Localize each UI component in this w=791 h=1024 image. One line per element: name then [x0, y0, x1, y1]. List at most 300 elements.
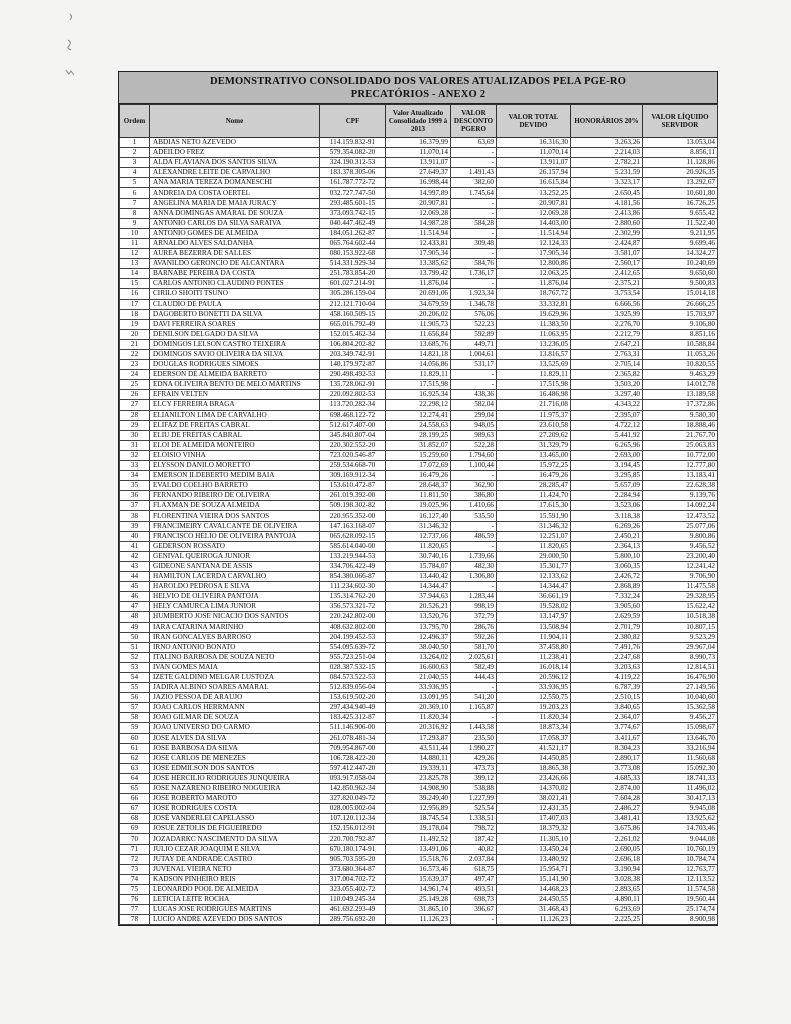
cell-valor-atualizado: 11.126,23 [386, 915, 451, 925]
cell-valor-atualizado: 20.907,81 [386, 198, 451, 208]
cell-valor-total: 17.905,34 [497, 249, 571, 259]
cell-valor-desconto: 1.745,64 [451, 188, 497, 198]
cell-valor-liquido: 13.183,41 [643, 471, 718, 481]
cell-nome: CIRILO SHOITI TSUNO [150, 289, 320, 299]
table-row [120, 652, 718, 662]
cell-nome: IZETE GALDINO MELGAR LUSTOZA [150, 672, 320, 682]
cell-valor-atualizado: 14.344,47 [386, 582, 451, 592]
cell-valor-total: 18.379,32 [497, 824, 571, 834]
cell-ordem: 10 [120, 228, 150, 238]
cell-valor-desconto: - [451, 380, 497, 390]
cell-valor-total: 38.021,41 [497, 794, 571, 804]
cell-valor-liquido: 25.077,06 [643, 521, 718, 531]
cell-valor-total: 31.468,43 [497, 905, 571, 915]
cell-honorarios: 2.763,31 [571, 349, 643, 359]
cell-valor-liquido: 11.522,40 [643, 218, 718, 228]
cell-valor-desconto: 372,79 [451, 612, 497, 622]
cell-valor-atualizado: 38.040,50 [386, 642, 451, 652]
cell-valor-total: 12.063,25 [497, 269, 571, 279]
cell-ordem: 8 [120, 208, 150, 218]
cell-valor-liquido: 9.523,29 [643, 632, 718, 642]
cell-cpf: 290.498.492-53 [320, 370, 386, 380]
table-row [120, 763, 718, 773]
table-row [120, 602, 718, 612]
cell-valor-liquido: 18.741,33 [643, 773, 718, 783]
cell-cpf: 040.447.462-49 [320, 218, 386, 228]
cell-honorarios: 2.880,60 [571, 218, 643, 228]
cell-valor-atualizado: 31.346,32 [386, 521, 451, 531]
cell-valor-liquido: 20.926,35 [643, 168, 718, 178]
table-row [120, 269, 718, 279]
cell-ordem: 73 [120, 864, 150, 874]
cell-valor-liquido: 30.417,13 [643, 794, 718, 804]
cell-valor-desconto: 1.283,44 [451, 592, 497, 602]
cell-valor-total: 12.431,35 [497, 804, 571, 814]
cell-valor-atualizado: 13.440,42 [386, 572, 451, 582]
cell-ordem: 60 [120, 733, 150, 743]
table-row [120, 430, 718, 440]
cell-nome: LUCAS JOSE RODRIGUES MARTINS [150, 905, 320, 915]
cell-valor-total: 16.486,98 [497, 390, 571, 400]
cell-nome: JOSE ROBERTO MAROTO [150, 794, 320, 804]
table-row [120, 410, 718, 420]
cell-honorarios: 2.868,89 [571, 582, 643, 592]
table-row [120, 481, 718, 491]
cell-valor-desconto: 382,60 [451, 178, 497, 188]
cell-valor-liquido: 9.211,95 [643, 228, 718, 238]
table-row [120, 794, 718, 804]
cell-valor-liquido: 10.760,19 [643, 844, 718, 854]
cell-honorarios: 2.247,68 [571, 652, 643, 662]
table-row [120, 632, 718, 642]
table-row [120, 733, 718, 743]
cell-valor-liquido: 10.601,80 [643, 188, 718, 198]
cell-valor-atualizado: 33.936,95 [386, 683, 451, 693]
cell-honorarios: 2.890,17 [571, 753, 643, 763]
header-ordem: Ordem [120, 105, 150, 138]
cell-valor-liquido: 9.106,80 [643, 319, 718, 329]
cell-ordem: 14 [120, 269, 150, 279]
cell-valor-atualizado: 16.600,63 [386, 662, 451, 672]
cell-valor-desconto: 235,50 [451, 733, 497, 743]
cell-cpf: 327.820.049-72 [320, 794, 386, 804]
cell-valor-total: 41.521,17 [497, 743, 571, 753]
cell-valor-total: 11.820,65 [497, 541, 571, 551]
cell-valor-atualizado: 16.127,40 [386, 511, 451, 521]
cell-honorarios: 4.722,12 [571, 420, 643, 430]
cell-cpf: 110.049.245-34 [320, 895, 386, 905]
cell-ordem: 17 [120, 299, 150, 309]
cell-valor-total: 11.424,70 [497, 491, 571, 501]
cell-valor-total: 29.000,50 [497, 551, 571, 561]
table-row [120, 592, 718, 602]
cell-honorarios: 5.231,59 [571, 168, 643, 178]
table-row [120, 743, 718, 753]
cell-nome: HELY CAMURCA LIMA JUNIOR [150, 602, 320, 612]
cell-nome: FLAXMAN DE SOUZA ALMEIDA [150, 501, 320, 511]
cell-nome: ANA MARIA TEREZA DOMANESCHI [150, 178, 320, 188]
cell-valor-liquido: 9.463,29 [643, 370, 718, 380]
cell-cpf: 142.850.962-34 [320, 784, 386, 794]
cell-honorarios: 2.426,72 [571, 572, 643, 582]
cell-valor-atualizado: 31.852,07 [386, 440, 451, 450]
cell-ordem: 55 [120, 683, 150, 693]
cell-valor-liquido: 13.925,62 [643, 814, 718, 824]
cell-nome: HUMBERTO JOSE NICACIO DOS SANTOS [150, 612, 320, 622]
cell-cpf: 204.199.452-53 [320, 632, 386, 642]
cell-nome: JAZIO PESSOA DE ARAUJO [150, 693, 320, 703]
cell-honorarios: 2.705,14 [571, 360, 643, 370]
cell-ordem: 21 [120, 339, 150, 349]
cell-ordem: 63 [120, 763, 150, 773]
cell-cpf: 597.412.447-20 [320, 763, 386, 773]
cell-valor-total: 14.403,00 [497, 218, 571, 228]
cell-cpf: 514.331.929-34 [320, 259, 386, 269]
cell-valor-total: 37.458,80 [497, 642, 571, 652]
cell-cpf: 065.628.092-15 [320, 531, 386, 541]
cell-honorarios: 2.276,70 [571, 319, 643, 329]
cell-cpf: 509.198.302-82 [320, 501, 386, 511]
cell-nome: DOMINGOS LELSON CASTRO TEIXEIRA [150, 339, 320, 349]
table-row [120, 551, 718, 561]
cell-valor-atualizado: 14.908,90 [386, 784, 451, 794]
cell-valor-liquido: 11.475,58 [643, 582, 718, 592]
table-row [120, 390, 718, 400]
cell-honorarios: 2.486,27 [571, 804, 643, 814]
header-valor-atualizado: Valor Atualizado Consolidado 1999 à 2013 [386, 105, 451, 138]
cell-valor-desconto: 1.306,80 [451, 572, 497, 582]
cell-valor-total: 18.873,34 [497, 723, 571, 733]
table-row [120, 874, 718, 884]
cell-valor-desconto: 1.736,17 [451, 269, 497, 279]
cell-nome: EDERSON DE ALMEIDA BARRETO [150, 370, 320, 380]
cell-valor-atualizado: 13.264,02 [386, 652, 451, 662]
table-row [120, 168, 718, 178]
cell-cpf: 220.092.802-53 [320, 390, 386, 400]
table-row [120, 834, 718, 844]
cell-valor-liquido: 14.324,27 [643, 249, 718, 259]
table-row [120, 309, 718, 319]
cell-honorarios: 4.181,56 [571, 198, 643, 208]
cell-ordem: 20 [120, 329, 150, 339]
cell-cpf: 512.617.407-00 [320, 420, 386, 430]
cell-nome: ABDIAS NETO AZEVEDO [150, 138, 320, 148]
cell-valor-total: 17.058,37 [497, 733, 571, 743]
table-row [120, 228, 718, 238]
cell-nome: DOMINGOS SAVIO OLIVEIRA DA SILVA [150, 349, 320, 359]
cell-valor-liquido: 11.560,68 [643, 753, 718, 763]
table-row [120, 279, 718, 289]
cell-ordem: 46 [120, 592, 150, 602]
cell-honorarios: 2.365,82 [571, 370, 643, 380]
cell-valor-desconto: 486,59 [451, 531, 497, 541]
cell-valor-liquido: 10.588,84 [643, 339, 718, 349]
cell-valor-liquido: 15.098,67 [643, 723, 718, 733]
cell-cpf: 345.840.807-04 [320, 430, 386, 440]
cell-honorarios: 3.925,99 [571, 309, 643, 319]
cell-valor-atualizado: 12.274,41 [386, 410, 451, 420]
cell-cpf: 114.159.832-91 [320, 138, 386, 148]
cell-cpf: 461.692.293-49 [320, 905, 386, 915]
cell-cpf: 601.027.214-91 [320, 279, 386, 289]
cell-cpf: 511.146.906-00 [320, 723, 386, 733]
table-row [120, 784, 718, 794]
cell-valor-atualizado: 11.820,34 [386, 713, 451, 723]
cell-valor-total: 15.141,90 [497, 874, 571, 884]
cell-valor-total: 13.450,24 [497, 844, 571, 854]
cell-valor-total: 18.767,72 [497, 289, 571, 299]
cell-valor-liquido: 16.726,25 [643, 198, 718, 208]
cell-valor-liquido: 9.650,60 [643, 269, 718, 279]
cell-valor-total: 11.383,50 [497, 319, 571, 329]
cell-valor-atualizado: 17.072,69 [386, 461, 451, 471]
cell-valor-atualizado: 15.784,07 [386, 561, 451, 571]
cell-valor-total: 11.975,37 [497, 410, 571, 420]
cell-valor-liquido: 9.456,52 [643, 541, 718, 551]
cell-valor-total: 19.629,96 [497, 309, 571, 319]
cell-nome: ELOI DE ALMEIDA MONTEIRO [150, 440, 320, 450]
cell-nome: EDNA OLIVEIRA BENTO DE MELO MARTINS [150, 380, 320, 390]
cell-valor-total: 17.615,30 [497, 501, 571, 511]
cell-cpf: 152.015.462-34 [320, 329, 386, 339]
table-row [120, 814, 718, 824]
header-nome: Nome [150, 105, 320, 138]
cell-valor-total: 17.515,98 [497, 380, 571, 390]
cell-honorarios: 3.523,06 [571, 501, 643, 511]
cell-valor-atualizado: 18.745,54 [386, 814, 451, 824]
cell-ordem: 49 [120, 622, 150, 632]
cell-valor-atualizado: 14.961,74 [386, 884, 451, 894]
cell-ordem: 72 [120, 854, 150, 864]
cell-valor-liquido: 10.772,00 [643, 450, 718, 460]
cell-cpf: 373.093.742-15 [320, 208, 386, 218]
cell-valor-liquido: 16.476,90 [643, 672, 718, 682]
cell-honorarios: 4.119,22 [571, 672, 643, 682]
cell-cpf: 107.120.112-34 [320, 814, 386, 824]
cell-valor-liquido: 12.814,51 [643, 662, 718, 672]
cell-honorarios: 3.905,60 [571, 602, 643, 612]
cell-honorarios: 7.604,28 [571, 794, 643, 804]
cell-nome: FERNANDO RIBEIRO DE OLIVEIRA [150, 491, 320, 501]
cell-nome: BARNABE PEREIRA DA COSTA [150, 269, 320, 279]
cell-nome: LUCIO ANDRE AZEVEDO DOS SANTOS [150, 915, 320, 925]
cell-cpf: 203.349.742-91 [320, 349, 386, 359]
cell-valor-total: 16.018,14 [497, 662, 571, 672]
cell-nome: GIDEONE SANTANA DE ASSIS [150, 561, 320, 571]
cell-honorarios: 5.800,10 [571, 551, 643, 561]
cell-valor-total: 28.285,47 [497, 481, 571, 491]
table-row [120, 622, 718, 632]
cell-valor-total: 11.820,34 [497, 713, 571, 723]
cell-valor-liquido: 14.012,78 [643, 380, 718, 390]
cell-honorarios: 2.696,18 [571, 854, 643, 864]
cell-nome: ELIU DE FREITAS CABRAL [150, 430, 320, 440]
table-row [120, 178, 718, 188]
cell-valor-total: 11.070,14 [497, 148, 571, 158]
cell-valor-atualizado: 13.491,06 [386, 844, 451, 854]
table-row [120, 138, 718, 148]
cell-valor-desconto: 396,67 [451, 905, 497, 915]
cell-nome: EMERSON ILDEBERTO MEDIM BAIA [150, 471, 320, 481]
cell-valor-desconto: 1.100,44 [451, 461, 497, 471]
table-row [120, 561, 718, 571]
cell-valor-total: 15.591,90 [497, 511, 571, 521]
table-row [120, 521, 718, 531]
cell-valor-total: 19.528,02 [497, 602, 571, 612]
table-body [120, 138, 718, 925]
cell-valor-atualizado: 11.905,73 [386, 319, 451, 329]
cell-cpf: 220.242.802-00 [320, 612, 386, 622]
cell-nome: EFRAIN VELTEN [150, 390, 320, 400]
table-row [120, 723, 718, 733]
cell-honorarios: 2.375,21 [571, 279, 643, 289]
table-row [120, 541, 718, 551]
cell-nome: IVAN GOMES MAIA [150, 662, 320, 672]
cell-honorarios: 2.261,02 [571, 834, 643, 844]
cell-nome: ALEXANDRE LEITE DE CARVALHO [150, 168, 320, 178]
cell-nome: HAMILTON LACERDA CARVALHO [150, 572, 320, 582]
cell-valor-total: 14.450,85 [497, 753, 571, 763]
cell-valor-desconto: - [451, 521, 497, 531]
cell-valor-desconto: 584,76 [451, 259, 497, 269]
cell-honorarios: 7.491,76 [571, 642, 643, 652]
cell-valor-liquido: 8.990,73 [643, 652, 718, 662]
cell-ordem: 11 [120, 238, 150, 248]
cell-valor-atualizado: 20.369,10 [386, 703, 451, 713]
cell-valor-liquido: 12.113,52 [643, 874, 718, 884]
cell-valor-atualizado: 14.056,86 [386, 360, 451, 370]
cell-honorarios: 4.343,22 [571, 400, 643, 410]
cell-honorarios: 2.284,94 [571, 491, 643, 501]
cell-valor-liquido: 13.053,04 [643, 138, 718, 148]
cell-ordem: 64 [120, 773, 150, 783]
precatorios-table [119, 104, 718, 925]
cell-ordem: 23 [120, 360, 150, 370]
cell-cpf: 183.425.312-87 [320, 713, 386, 723]
cell-valor-desconto: - [451, 370, 497, 380]
cell-valor-desconto: 582,49 [451, 662, 497, 672]
cell-ordem: 44 [120, 572, 150, 582]
cell-valor-total: 11.063,95 [497, 329, 571, 339]
cell-cpf: 323.055.402-72 [320, 884, 386, 894]
cell-valor-liquido: 9.500,83 [643, 279, 718, 289]
cell-nome: ELYSSON DANILO MORETTO [150, 461, 320, 471]
cell-cpf: 251.783.854-20 [320, 269, 386, 279]
cell-nome: ELIFAZ DE FREITAS CABRAL [150, 420, 320, 430]
cell-valor-total: 11.904,11 [497, 632, 571, 642]
cell-valor-desconto: - [451, 158, 497, 168]
cell-valor-liquido: 9.139,76 [643, 491, 718, 501]
cell-nome: JOAO GILMAR DE SOUZA [150, 713, 320, 723]
cell-honorarios: 3.675,86 [571, 824, 643, 834]
cell-valor-desconto: 362,90 [451, 481, 497, 491]
cell-cpf: 032.727.747-50 [320, 188, 386, 198]
cell-ordem: 18 [120, 309, 150, 319]
cell-honorarios: 2.302,99 [571, 228, 643, 238]
cell-valor-total: 11.829,11 [497, 370, 571, 380]
cell-ordem: 9 [120, 218, 150, 228]
table-row [120, 693, 718, 703]
cell-valor-liquido: 11.053,26 [643, 349, 718, 359]
cell-nome: FRANCISCO HELIO DE OLIVEIRA PANTOJA [150, 531, 320, 541]
cell-valor-desconto: 998,19 [451, 602, 497, 612]
cell-valor-atualizado: 28.648,37 [386, 481, 451, 491]
cell-valor-liquido: 10.240,69 [643, 259, 718, 269]
cell-nome: JULIO CEZAR JOAQUIM E SILVA [150, 844, 320, 854]
cell-honorarios: 3.060,35 [571, 561, 643, 571]
cell-valor-liquido: 8.851,16 [643, 329, 718, 339]
cell-valor-desconto: 2.025,61 [451, 652, 497, 662]
cell-cpf: 220.955.352-00 [320, 511, 386, 521]
cell-valor-desconto: 531,17 [451, 360, 497, 370]
cell-valor-total: 31.329,79 [497, 440, 571, 450]
cell-valor-desconto: 538,88 [451, 784, 497, 794]
table-row [120, 349, 718, 359]
cell-ordem: 27 [120, 400, 150, 410]
cell-valor-liquido: 9.699,46 [643, 238, 718, 248]
cell-valor-atualizado: 13.520,76 [386, 612, 451, 622]
cell-valor-atualizado: 19.025,96 [386, 501, 451, 511]
table-row [120, 218, 718, 228]
table-row [120, 440, 718, 450]
cell-ordem: 32 [120, 450, 150, 460]
cell-valor-desconto: 449,71 [451, 339, 497, 349]
cell-valor-total: 12.124,33 [497, 238, 571, 248]
cell-valor-desconto: 438,36 [451, 390, 497, 400]
cell-valor-atualizado: 34.679,59 [386, 299, 451, 309]
cell-valor-atualizado: 14.880,11 [386, 753, 451, 763]
cell-cpf: 135.314.762-20 [320, 592, 386, 602]
cell-valor-liquido: 10.784,74 [643, 854, 718, 864]
cell-valor-atualizado: 43.511,44 [386, 743, 451, 753]
cell-valor-desconto: 582,04 [451, 400, 497, 410]
cell-honorarios: 3.481,41 [571, 814, 643, 824]
cell-honorarios: 2.412,65 [571, 269, 643, 279]
table-header-row [120, 105, 718, 138]
cell-nome: JOSE HERCILIO RODRIGUES JUNQUEIRA [150, 773, 320, 783]
cell-cpf: 080.153.922-68 [320, 249, 386, 259]
cell-ordem: 53 [120, 662, 150, 672]
cell-valor-atualizado: 11.820,65 [386, 541, 451, 551]
cell-cpf: 106.804.202-82 [320, 339, 386, 349]
cell-ordem: 69 [120, 824, 150, 834]
cell-honorarios: 2.874,00 [571, 784, 643, 794]
cell-valor-atualizado: 28.199,25 [386, 430, 451, 440]
cell-valor-liquido: 12.241,42 [643, 561, 718, 571]
cell-valor-atualizado: 14.987,28 [386, 218, 451, 228]
cell-valor-total: 26.157,94 [497, 168, 571, 178]
cell-nome: JOZADARKC NASCIMENTO DA SILVA [150, 834, 320, 844]
cell-valor-total: 36.661,19 [497, 592, 571, 602]
cell-honorarios: 2.690,05 [571, 844, 643, 854]
cell-nome: ARNALDO ALVES SALDANHA [150, 238, 320, 248]
cell-nome: ELIANILTON LIMA DE CARVALHO [150, 410, 320, 420]
table-row [120, 511, 718, 521]
cell-valor-total: 12.069,28 [497, 208, 571, 218]
cell-valor-total: 16.316,30 [497, 138, 571, 148]
cell-nome: LEONARDO POOL DE ALMEIDA [150, 884, 320, 894]
cell-honorarios: 2.364,07 [571, 713, 643, 723]
cell-valor-desconto: 482,30 [451, 561, 497, 571]
cell-ordem: 48 [120, 612, 150, 622]
cell-valor-liquido: 11.128,86 [643, 158, 718, 168]
cell-ordem: 3 [120, 158, 150, 168]
table-row [120, 461, 718, 471]
cell-ordem: 56 [120, 693, 150, 703]
cell-cpf: 065.764.602-44 [320, 238, 386, 248]
cell-valor-desconto: 40,82 [451, 844, 497, 854]
margin-pen-marks [58, 10, 88, 80]
